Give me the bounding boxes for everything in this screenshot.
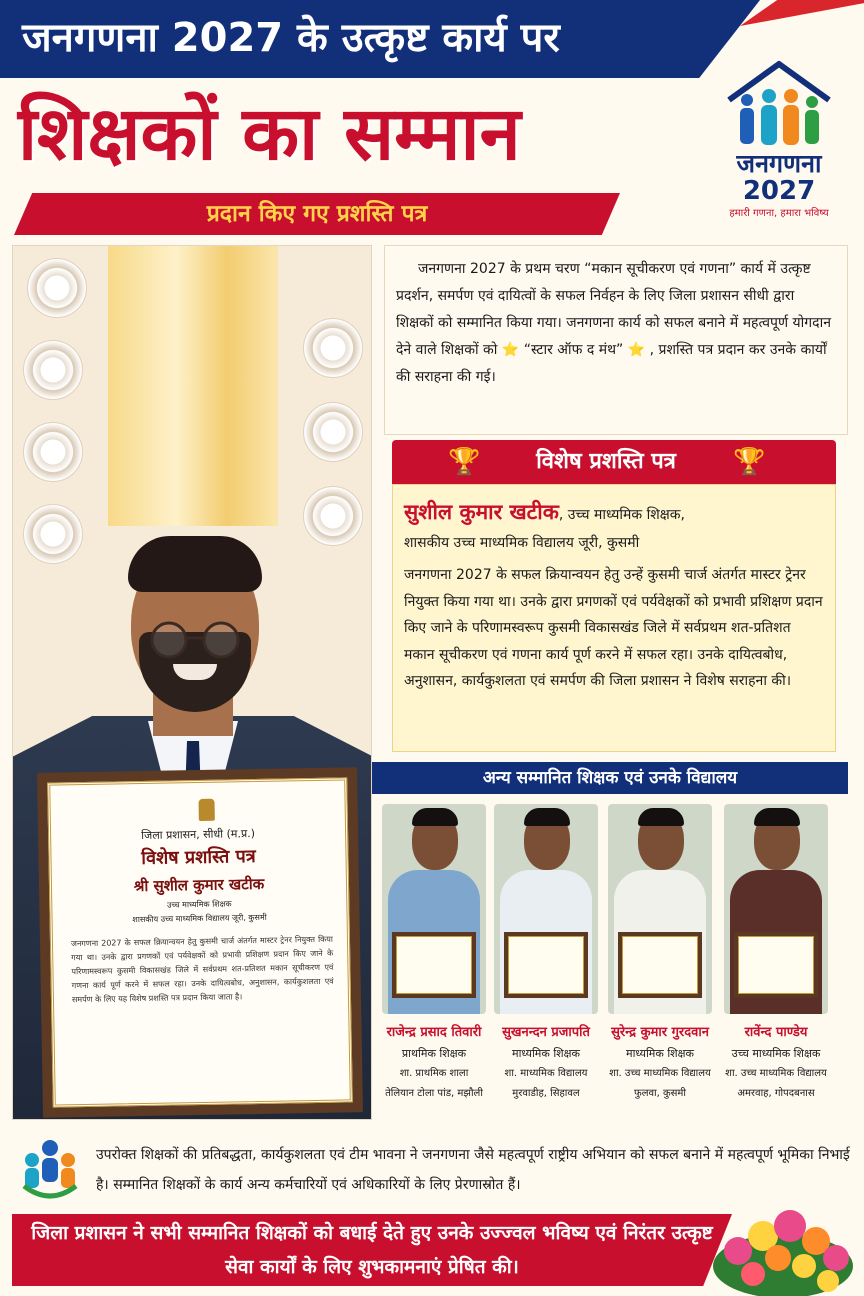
award-recipient-designation: , उच्च माध्यमिक शिक्षक, <box>558 507 685 523</box>
trophy-icon: 🏆 <box>448 447 481 477</box>
teacher-photo-4 <box>724 804 828 1014</box>
intro-text: जनगणना 2027 के प्रथम चरण “मकान सूचीकरण एवं गणना” कार्य में उत्कृष्ट प्रदर्शन, समर्पण एवं दायित्वों के सफल निर्वहन के लिए जिला प्रशासन सीधी द्वारा शिक्षकों को सम्मानित किया गया। जनगणना कार्य को सफल बनाने में महत्वपूर्ण योगदान देने वाले शिक्षकों को ⭐ “स्टार ऑफ द मंथ” ⭐ , प्रशस्ति पत्र प्रदान कर उनके कार्यों की सराहना की गई। <box>396 261 831 385</box>
decor-medallion <box>23 422 83 482</box>
community-icon <box>20 1136 80 1204</box>
decor-medallion <box>303 486 363 546</box>
certificate-org: जिला प्रशासन, सीधी (म.प्र.) <box>141 827 256 843</box>
teacher-certificate <box>618 932 702 998</box>
header-accent-stripe <box>740 0 864 26</box>
decor-medallion <box>303 318 363 378</box>
header-line1: जनगणना 2027 के उत्कृष्ट कार्य पर <box>22 15 560 61</box>
certificate-role: उच्च माध्यमिक शिक्षक <box>167 899 232 910</box>
teacher-place: तेलियान टोला पांड, मझौली <box>385 1088 483 1099</box>
teacher-school: शा. प्राथमिक शाला <box>399 1068 469 1079</box>
teacher-name: सुरेन्द्र कुमार गुरदवान <box>611 1025 709 1040</box>
logo-tagline: हमारी गणना, हमारा भविष्य <box>729 208 829 219</box>
background-drape <box>108 246 278 526</box>
hair <box>128 536 262 592</box>
logo-title: जनगणना <box>736 149 822 178</box>
decor-medallion <box>23 340 83 400</box>
teacher-role: प्राथमिक शिक्षक <box>401 1047 467 1060</box>
teacher-photo-2 <box>494 804 598 1014</box>
teacher-name: रावेंन्द पाण्डेय <box>744 1025 808 1040</box>
logo-year: 2027 <box>742 176 816 206</box>
teacher-place: मुरवाडीह, सिहावल <box>512 1088 580 1099</box>
teacher-certificate <box>504 932 588 998</box>
held-certificate <box>37 767 363 1118</box>
teacher-hair <box>524 808 570 826</box>
certificate-paper <box>738 936 814 994</box>
teacher-role: माध्यमिक शिक्षक <box>626 1047 694 1060</box>
teacher-role: उच्च माध्यमिक शिक्षक <box>731 1047 821 1060</box>
family-icon <box>733 88 825 146</box>
award-school: शासकीय उच्च माध्यमिक विद्यालय जूरी, कुसमी <box>404 535 640 551</box>
teacher-school: शा. उच्च माध्यमिक विद्यालय <box>725 1068 827 1079</box>
certificate-body: जनगणना 2027 के सफल क्रियान्वयन हेतु कुसमी चार्ज अंतर्गत मास्टर ट्रेनर नियुक्त किया गया था। उनके द्वारा प्रगणकों एवं पर्यवेक्षकों को प्रभावी प्रशिक्षण प्रदान किए जाने के परिणामस्वरूप कुसमी विकासखंड जिले में सर्वप्रथम शत-प्रतिशत मकान सूचीकरण एवं गणना कार्य पूर्ण करने में सफल रहा। उनके दायित्वबोध, अनुशासन, कार्यकुशलता एवं समर्पण के लिए यह विशेष प्रशस्ति पत्र प्रदान किया जाता है। <box>70 934 334 1005</box>
certificate-paper <box>47 777 353 1107</box>
glasses-icon <box>141 620 249 660</box>
janganana-logo <box>715 58 843 228</box>
decor-medallion <box>303 402 363 462</box>
flower-bouquet-icon <box>708 1196 858 1296</box>
sub-ribbon-text: प्रदान किए गए प्रशस्ति पत्र <box>206 201 428 227</box>
teacher-hair <box>412 808 458 826</box>
teacher-photo-1 <box>382 804 486 1014</box>
award-recipient-name: सुशील कुमार खटीक <box>404 500 559 524</box>
decor-medallion <box>27 258 87 318</box>
certificate-paper <box>508 936 584 994</box>
teacher-hair <box>638 808 684 826</box>
teacher-school: शा. माध्यमिक विद्यालय <box>504 1068 588 1079</box>
teacher-certificate <box>734 932 818 998</box>
teacher-certificate <box>392 932 476 998</box>
state-emblem-icon <box>198 799 214 821</box>
teacher-school: शा. उच्च माध्यमिक विद्यालय <box>609 1068 711 1079</box>
award-recipient-line <box>404 496 834 528</box>
teacher-name: सुखनन्दन प्रजापति <box>502 1025 590 1040</box>
teacher-role: माध्यमिक शिक्षक <box>512 1047 580 1060</box>
award-title: विशेष प्रशस्ति पत्र <box>536 449 676 474</box>
decor-medallion <box>23 504 83 564</box>
teacher-photo-3 <box>608 804 712 1014</box>
award-body: जनगणना 2027 के सफल क्रियान्वयन हेतु उन्हें कुसमी चार्ज अंतर्गत मास्टर ट्रेनर नियुक्त किया गया था। उनके द्वारा प्रगणकों एवं पर्यवेक्षकों को प्रभावी प्रशिक्षण प्रदान किए जाने के परिणामस्वरूप कुसमी विकासखंड जिले में सर्वप्रथम शत-प्रतिशत मकान सूचीकरण एवं गणना कार्य पूर्ण करने में सफल रहा। उनके दायित्वबोध, अनुशासन, कार्यकुशलता एवं समर्पण की जिला प्रशासन ने विशेष सराहना की। <box>404 567 823 689</box>
certificate-paper <box>396 936 472 994</box>
greeting-banner-text: जिला प्रशासन ने सभी सम्मानित शिक्षकों को बधाई देते हुए उनके उज्ज्वल भविष्य एवं निरंतर उत्कृष्ट सेवा कार्यों के लिए शुभकामनाएं प्रेषित की। <box>31 1222 713 1278</box>
teacher-place: अमरवाह, गोपदबनास <box>737 1088 815 1099</box>
others-title: अन्य सम्मानित शिक्षक एवं उनके विद्यालय <box>482 768 738 788</box>
footer-text: उपरोक्त शिक्षकों की प्रतिबद्धता, कार्यकुशलता एवं टीम भावना ने जनगणना जैसे महत्वपूर्ण राष्ट्रीय अभियान को सफल बनाने में महत्वपूर्ण भूमिका निभाई है। सम्मानित शिक्षकों के कार्य अन्य कर्मचारियों एवं अधिकारियों के लिए प्रेरणास्रोत हैं। <box>96 1147 850 1193</box>
certificate-recipient: श्री सुशील कुमार खटीक <box>133 874 265 896</box>
trophy-icon: 🏆 <box>733 447 766 477</box>
certificate-school: शासकीय उच्च माध्यमिक विद्यालय जूरी, कुसमी <box>132 912 267 925</box>
certificate-paper <box>622 936 698 994</box>
certificate-title: विशेष प्रशस्ति पत्र <box>141 846 256 870</box>
teacher-hair <box>754 808 800 826</box>
teacher-place: फुलवा, कुसमी <box>633 1088 686 1099</box>
teacher-name: राजेन्द्र प्रसाद तिवारी <box>386 1025 482 1040</box>
page-title: शिक्षकों का सम्मान <box>18 91 521 177</box>
